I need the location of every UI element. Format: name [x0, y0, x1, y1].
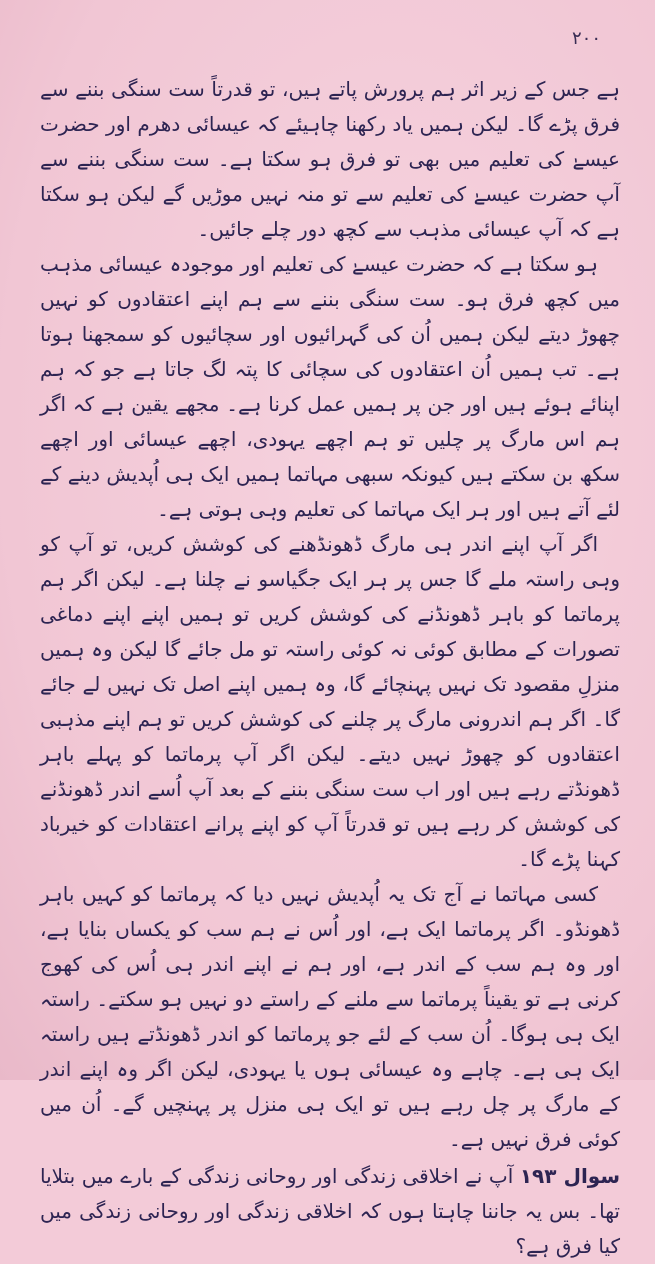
paragraph: اگر آپ اپنے اندر ہی مارگ ڈھونڈھنے کی کوشش کریں، تو آپ کو وہی راستہ ملے گا جس پر ہر ایک جگیاسو نے چلنا ہے۔ لیکن اگر ہم پرماتما کو باہر ڈھونڈنے کی کوشش کریں تو ہمیں اپنے اپنے دماغی تصورات کے مطابق کوئی نہ کوئی راستہ تو مل جائے گا لیکن وہ ہمیں منزلِ مقصود تک نہیں پہنچائے گا، وہ ہمیں اپنے اصل تک نہیں لے جائے گا۔ اگر ہم اندرونی مارگ پر چلنے کی کوشش کریں تو ہم اپنے مذہبی اعتقادوں کو چھوڑ نہیں دیتے۔ لیکن اگر آپ پرماتما کو پہلے باہر ڈھونڈتے رہے ہیں اور اب ست سنگی بننے کے بعد آپ اُسے اندر ڈھونڈنے کی کوشش کر رہے ہیں تو قدرتاً آپ کو اپنے پرانے اعتقادات کو خیرباد کہنا پڑے گا۔	[40, 532, 620, 871]
question-text: آپ نے اخلاقی زندگی اور روحانی زندگی کے بارے میں بتلایا تھا۔ بس یہ جاننا چاہتا ہوں کہ اخلاقی زندگی اور روحانی زندگی میں کیا فرق ہے؟	[40, 1164, 620, 1258]
question-label: سوال ۱۹۳	[519, 1164, 621, 1188]
page-number: ۲۰۰	[572, 28, 602, 49]
page-body	[40, 72, 620, 1264]
question-block	[40, 1159, 620, 1264]
paragraph: کسی مہاتما نے آج تک یہ اُپدیش نہیں دیا کہ پرماتما کو کہیں باہر ڈھونڈو۔ اگر پرماتما ایک ہے، اور اُس نے ہم سب کو یکساں بنایا ہے، اور وہ ہم سب کے اندر ہے، اور ہم نے اپنے اندر ہی اُس کی کھوج کرنی ہے تو یقیناً پرماتما سے ملنے کے راستے دو نہیں ہو سکتے۔ راستہ ایک ہی ہوگا۔ اُن سب کے لئے جو پرماتما کو اندر ڈھونڈتے ہیں راستہ ایک ہی ہے۔ چاہے وہ عیسائی ہوں یا یہودی، لیکن اگر وہ اپنے اندر کے مارگ پر چل رہے ہیں تو ایک ہی منزل پر پہنچیں گے۔ اُن میں کوئی فرق نہیں ہے۔	[40, 882, 620, 1151]
paragraph: ہے جس کے زیر اثر ہم پرورش پاتے ہیں، تو قدرتاً ست سنگی بننے سے فرق پڑے گا۔ لیکن ہمیں یاد رکھنا چاہیئے کہ عیسائی دھرم اور حضرت عیسےٰ کی تعلیم میں بھی تو فرق ہو سکتا ہے۔ ست سنگی بننے سے آپ حضرت عیسےٰ کی تعلیم سے تو منہ نہیں موڑیں گے لیکن ہو سکتا ہے کہ آپ عیسائی مذہب سے کچھ دور چلے جائیں۔	[40, 77, 620, 241]
paragraph: ہو سکتا ہے کہ حضرت عیسےٰ کی تعلیم اور موجودہ عیسائی مذہب میں کچھ فرق ہو۔ ست سنگی بننے سے ہم اپنے اعتقادوں کو نہیں چھوڑ دیتے لیکن ہمیں اُن کی گہرائیوں اور سچائیوں کو سمجھنا ہوتا ہے۔ تب ہمیں اُن اعتقادوں کی سچائی کا پتہ لگ جاتا ہے جو کہ ہم اپنائے ہوئے ہیں اور جن پر ہمیں عمل کرنا ہے۔ مجھے یقین ہے کہ اگر ہم اس مارگ پر چلیں تو ہم اچھے یہودی، اچھے عیسائی اور اچھے سکھ بن سکتے ہیں کیونکہ سبھی مہاتما ہمیں ایک ہی اُپدیش دینے کے لئے آتے ہیں اور ہر ایک مہاتما کی تعلیم وہی ہوتی ہے۔	[40, 252, 620, 521]
